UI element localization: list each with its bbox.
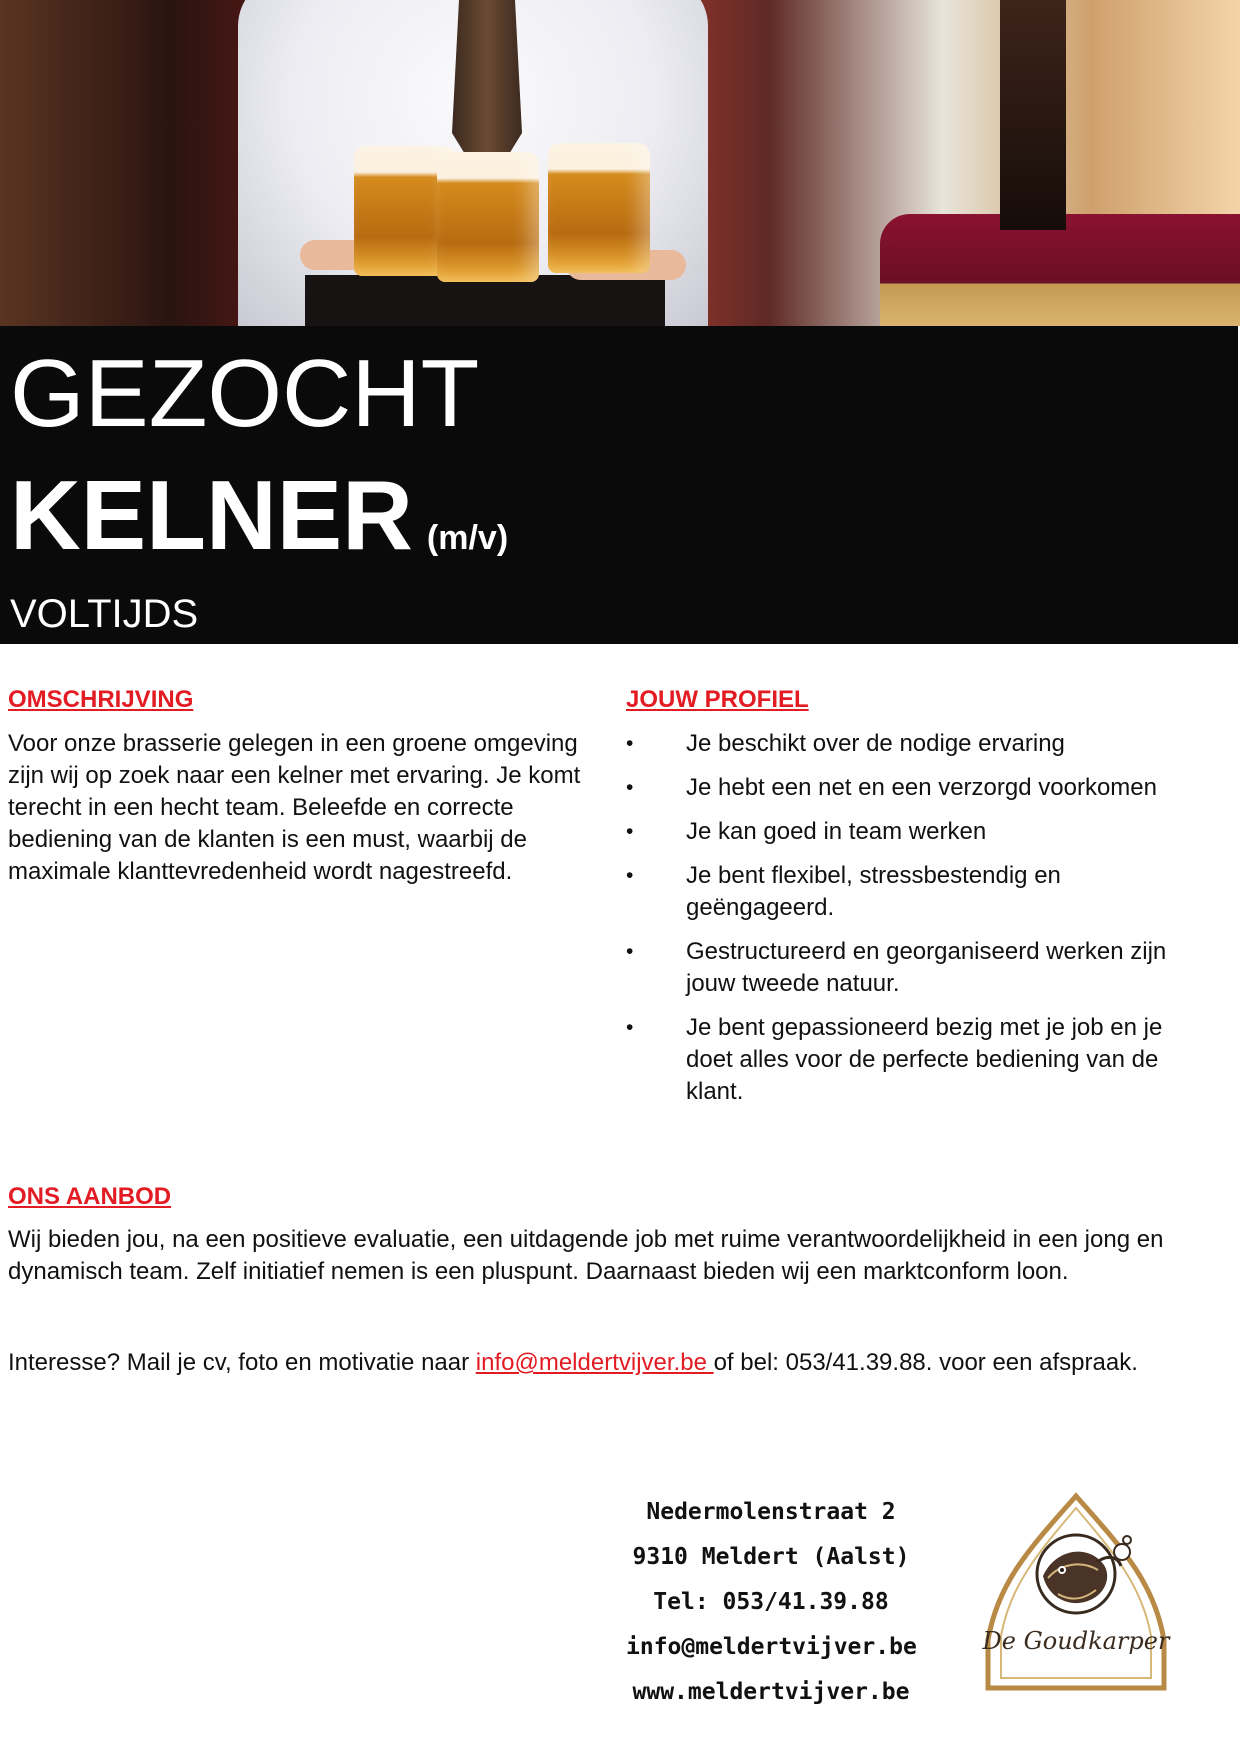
profile-item: • Je kan goed in team werken (626, 816, 1206, 848)
beer-glass (437, 152, 539, 282)
website-url: www.meldertvijver.be (632, 1679, 910, 1705)
contact-email: info@meldertvijver.be (626, 1634, 917, 1660)
description-text: Voor onze brasserie gelegen in een groene omgeving zijn wij op zoek naar een kelner met ervaring. Je komt terecht in een hecht team. Beleefde en correcte bediening van de klanten is een must, waarbij de maximale klanttevredenheid wordt nagestreefd. (8, 730, 581, 885)
chair-back (1000, 0, 1066, 230)
employment-type: VOLTIJDS (10, 592, 199, 636)
hero-photo (0, 0, 1240, 326)
profile-item: • Je bent flexibel, stressbestendig en geëngageerd. (626, 860, 1206, 924)
logo-name: De Goudkarper (982, 1627, 1170, 1655)
offer-text: Wij bieden jou, na een positieve evaluatie, een uitdagende job met ruime verantwoordelijkheid in een jong en dynamisch team. Zelf initiatief nemen is een pluspunt. Daarnaast bieden wij een marktconform loon. (8, 1226, 1164, 1285)
application-instructions (8, 1347, 1138, 1379)
job-role-note: (m/v) (426, 519, 509, 557)
profile-list (626, 728, 1206, 1120)
job-title-banner (0, 326, 1238, 644)
description-heading: OMSCHRIJVING (8, 686, 194, 713)
restaurant-table (880, 214, 1240, 326)
profile-item: • Je bent gepassioneerd bezig met je job en je doet alles voor de perfecte bediening van de klant. (626, 1012, 1206, 1108)
job-role (10, 460, 509, 587)
banner-title: GEZOCHT (10, 340, 480, 447)
contact-address (626, 1490, 916, 1715)
street-address: Nedermolenstraat 2 (646, 1499, 896, 1525)
profile-item: • Je beschikt over de nodige ervaring (626, 728, 1206, 760)
profile-item: • Je hebt een net en een verzorgd voorkomen (626, 772, 1206, 804)
beer-glass (548, 143, 650, 273)
offer-heading: ONS AANBOD (8, 1183, 172, 1210)
waiter-apron (305, 275, 665, 326)
job-role-name: KELNER (10, 460, 413, 570)
profile-heading: JOUW PROFIEL (626, 686, 809, 713)
application-text-suffix: of bel: 053/41.39.88. voor een afspraak. (713, 1349, 1138, 1376)
phone-number: Tel: 053/41.39.88 (653, 1589, 889, 1615)
application-text-prefix: Interesse? Mail je cv, foto en motivatie naar (8, 1349, 476, 1376)
restaurant-logo (976, 1490, 1176, 1700)
city-address: 9310 Meldert (Aalst) (632, 1544, 910, 1570)
application-email-link[interactable]: info@meldertvijver.be (475, 1349, 714, 1376)
goudkarper-logo-mark (976, 1490, 1176, 1700)
profile-item: • Gestructureerd en georganiseerd werken zijn jouw tweede natuur. (626, 936, 1206, 1000)
